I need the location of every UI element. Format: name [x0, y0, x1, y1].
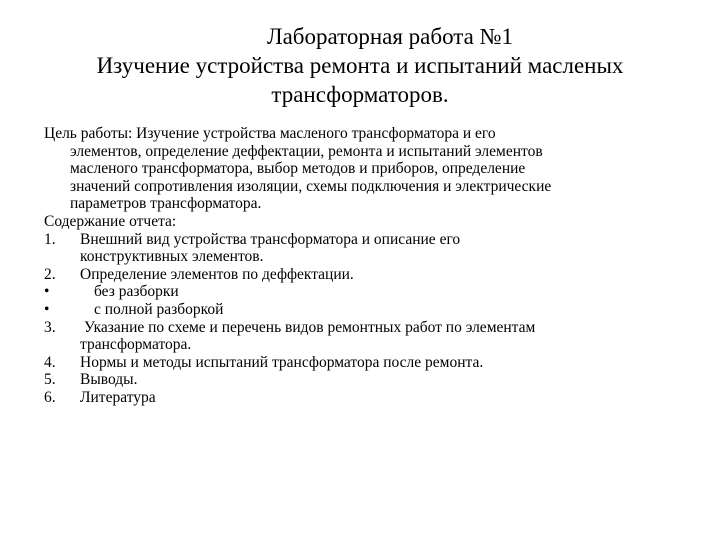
- list-item-continuation: трансформатора.: [80, 336, 192, 354]
- goal-line-3: масленого трансформатора, выбор методов и приборов, определение: [70, 160, 526, 178]
- list-item-text: с полной разборкой: [94, 300, 224, 318]
- list-marker: 6.: [44, 388, 56, 406]
- list-item-continuation: конструктивных элементов.: [80, 248, 264, 266]
- list-item-6: [44, 389, 704, 407]
- list-item-4: [44, 354, 704, 372]
- list-marker: 2.: [44, 265, 56, 283]
- list-marker: 4.: [44, 353, 56, 371]
- list-item-text: Указание по схеме и перечень видов ремонтных работ по элементам: [84, 318, 536, 336]
- list-bullet-1: [44, 283, 704, 301]
- list-item-text: Литература: [80, 388, 156, 406]
- list-item-2: [44, 266, 704, 284]
- list-item-text: Внешний вид устройства трансформатора и описание его: [80, 230, 461, 248]
- slide-body: [44, 125, 704, 407]
- title-line-2: Изучение устройства ремонта и испытаний масленых: [96, 53, 624, 78]
- contents-heading: Содержание отчета:: [44, 212, 177, 230]
- list-item-5: [44, 371, 704, 389]
- title-line-1: Лабораторная работа №1: [266, 24, 514, 49]
- goal-line-2: элементов, определение деффектации, ремонта и испытаний элементов: [70, 142, 543, 160]
- list-marker: 3.: [44, 318, 56, 336]
- goal-line-5: параметров трансформатора.: [70, 195, 262, 213]
- list-marker: 1.: [44, 230, 56, 248]
- goal-line-4: значений сопротивления изоляции, схемы подключения и электрические: [70, 177, 552, 195]
- list-item-3: [44, 319, 704, 337]
- goal-paragraph: [44, 125, 704, 213]
- goal-line-1: Цель работы: Изучение устройства масленого трансформатора и его: [44, 125, 496, 142]
- list-item-text: без разборки: [94, 283, 179, 301]
- list-item-1: [44, 231, 704, 249]
- title-line-3: трансформаторов.: [271, 82, 449, 107]
- list-bullet-2: [44, 301, 704, 319]
- bullet-icon: •: [44, 300, 50, 318]
- slide-title: [0, 22, 720, 109]
- list-item-text: Определение элементов по деффектации.: [80, 265, 354, 283]
- list-item-text: Выводы.: [80, 371, 138, 389]
- bullet-icon: •: [44, 283, 50, 301]
- list-marker: 5.: [44, 371, 56, 389]
- list-item-text: Нормы и методы испытаний трансформатора после ремонта.: [80, 353, 484, 371]
